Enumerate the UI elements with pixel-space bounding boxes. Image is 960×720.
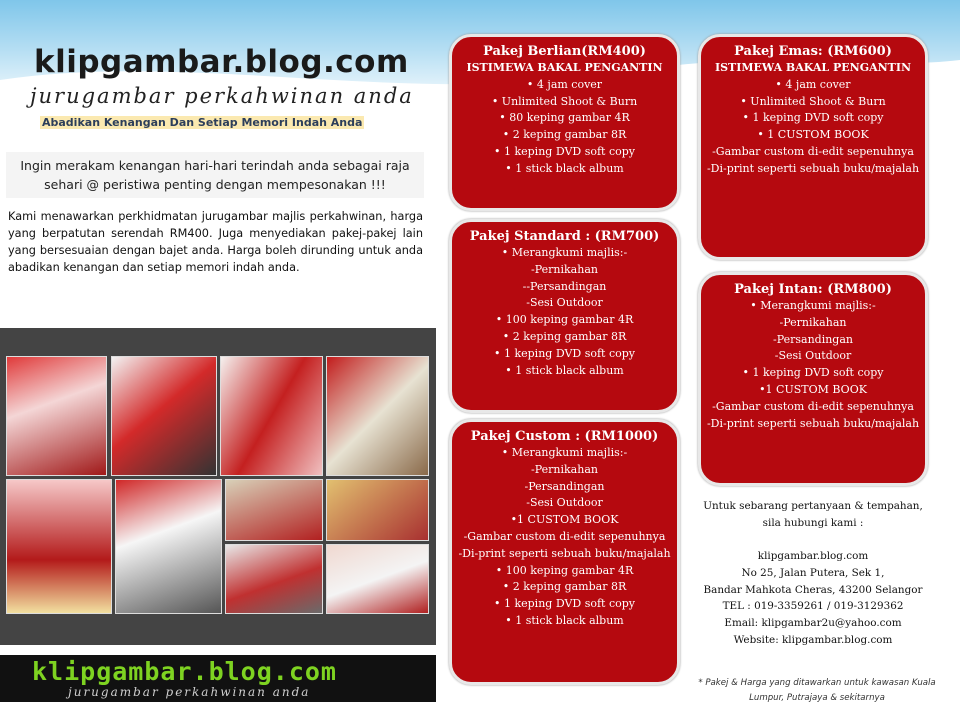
contact-info [694, 498, 932, 648]
logo-banner [0, 655, 436, 702]
package-item: •1 CUSTOM BOOK [759, 382, 867, 396]
package-item: • 1 keping DVD soft copy [742, 111, 884, 125]
wedding-photo [6, 479, 112, 614]
package-item: -Gambar custom di-edit sepenuhnya [712, 399, 914, 413]
wedding-photo [225, 544, 323, 614]
package-item: -Persandingan [524, 479, 605, 493]
package-item: -Sesi Outdoor [526, 296, 603, 310]
package-item: • 2 keping gambar 8R [502, 580, 627, 594]
package-item: • 1 keping DVD soft copy [493, 144, 636, 158]
package-item: • Unlimited Shoot & Burn [491, 94, 638, 108]
package-title: Pakej Intan: (RM800) [734, 282, 892, 297]
package-subtitle: ISTIMEWA BAKAL PENGANTIN [714, 61, 912, 74]
package-item: • 80 keping gambar 4R [499, 111, 630, 125]
contact-line: Untuk sebarang pertanyaan & tempahan, sila hubungi kami : [703, 500, 923, 529]
package-item: • 1 stick black album [505, 161, 624, 175]
package-item: • 1 keping DVD soft copy [742, 366, 884, 380]
package-item: • 1 CUSTOM BOOK [757, 128, 869, 142]
package-title: Pakej Custom : (RM1000) [470, 429, 659, 444]
package-item: • 100 keping gambar 4R [495, 313, 634, 327]
package-item: -Sesi Outdoor [774, 349, 852, 363]
package-item: -Di-print seperti sebuah buku/majalah [706, 161, 920, 175]
package-item: -Di-print seperti sebuah buku/majalah [706, 416, 920, 430]
package-custom [449, 419, 680, 685]
package-item: -Persandingan [772, 332, 853, 346]
package-item: -Gambar custom di-edit sepenuhnya [712, 144, 914, 158]
wedding-photo [6, 356, 107, 476]
package-item: • 2 keping gambar 8R [502, 128, 627, 142]
package-item: • 4 jam cover [526, 77, 603, 91]
package-item: --Persandingan [522, 279, 607, 293]
package-title: Pakej Emas: (RM600) [734, 44, 892, 59]
package-item: • Unlimited Shoot & Burn [740, 94, 886, 108]
wedding-photo [115, 479, 222, 614]
package-item: •1 CUSTOM BOOK [510, 513, 619, 527]
package-item: -Sesi Outdoor [526, 496, 603, 510]
logo-text: klipgambar.blog.com [32, 657, 337, 686]
package-intan [698, 272, 928, 486]
wedding-photo [225, 479, 323, 541]
package-item: -Pernikahan [531, 462, 598, 476]
wedding-photo [220, 356, 323, 476]
site-subtitle: jurugambar perkahwinan anda [30, 84, 414, 108]
contact-line: No 25, Jalan Putera, Sek 1, [741, 566, 885, 579]
wedding-photo [326, 356, 429, 476]
wedding-photo [326, 544, 429, 614]
site-title: klipgambar.blog.com [34, 44, 409, 80]
package-standard [449, 219, 680, 413]
package-item: -Pernikahan [779, 315, 847, 329]
package-item: • Merangkumi majlis:- [501, 246, 628, 259]
package-item: -Di-print seperti sebuah buku/majalah [458, 546, 671, 560]
wedding-photo [326, 479, 429, 541]
package-item: • 1 stick black album [505, 363, 624, 377]
package-item: • 2 keping gambar 8R [502, 329, 627, 343]
contact-line: TEL : 019-3359261 / 019-3129362 [722, 600, 904, 613]
package-subtitle: ISTIMEWA BAKAL PENGANTIN [466, 61, 663, 74]
logo-subtitle: jurugambar perkahwinan anda [68, 685, 311, 699]
photo-collage [0, 328, 436, 645]
package-title: Pakej Standard : (RM700) [469, 229, 660, 244]
footnote: * Pakej & Harga yang ditawarkan untuk kawasan Kuala Lumpur, Putrajaya & sekitarnya [698, 678, 936, 703]
package-item: • 1 stick black album [505, 613, 624, 627]
contact-line: Bandar Mahkota Cheras, 43200 Selangor [703, 583, 923, 596]
package-title: Pakej Berlian(RM400) [483, 44, 646, 59]
contact-line: Email: klipgambar2u@yahoo.com [724, 616, 902, 629]
package-item: • 1 keping DVD soft copy [493, 597, 636, 611]
tagline: Abadikan Kenangan Dan Setiap Memori Indah Anda [42, 116, 363, 129]
contact-line [694, 531, 932, 548]
contact-line: Website: klipgambar.blog.com [733, 633, 893, 646]
package-item: • 4 jam cover [775, 77, 851, 91]
package-item: • 100 keping gambar 4R [495, 563, 634, 577]
intro-text: Ingin merakam kenangan hari-hari terindah anda sebagai raja sehari @ peristiwa penting dengan mempesonakan !!! [6, 152, 424, 198]
description-text: Kami menawarkan perkhidmatan jurugambar majlis perkahwinan, harga yang berpatutan serendah RM400. Juga menyediakan pakej-pakej lain yang bersesuaian dengan bajet anda. Harga boleh dirunding untuk anda abadikan kenangan dan setiap memori indah anda. [8, 210, 423, 274]
package-item: -Gambar custom di-edit sepenuhnya [463, 529, 666, 543]
package-item: • Merangkumi majlis:- [501, 446, 628, 459]
wedding-photo [111, 356, 217, 476]
contact-line: klipgambar.blog.com [757, 550, 869, 563]
package-emas [698, 34, 928, 260]
package-berlian [449, 34, 680, 211]
package-item: -Pernikahan [531, 262, 598, 276]
package-item: • 1 keping DVD soft copy [493, 346, 636, 360]
package-item: • Merangkumi majlis:- [750, 299, 876, 312]
